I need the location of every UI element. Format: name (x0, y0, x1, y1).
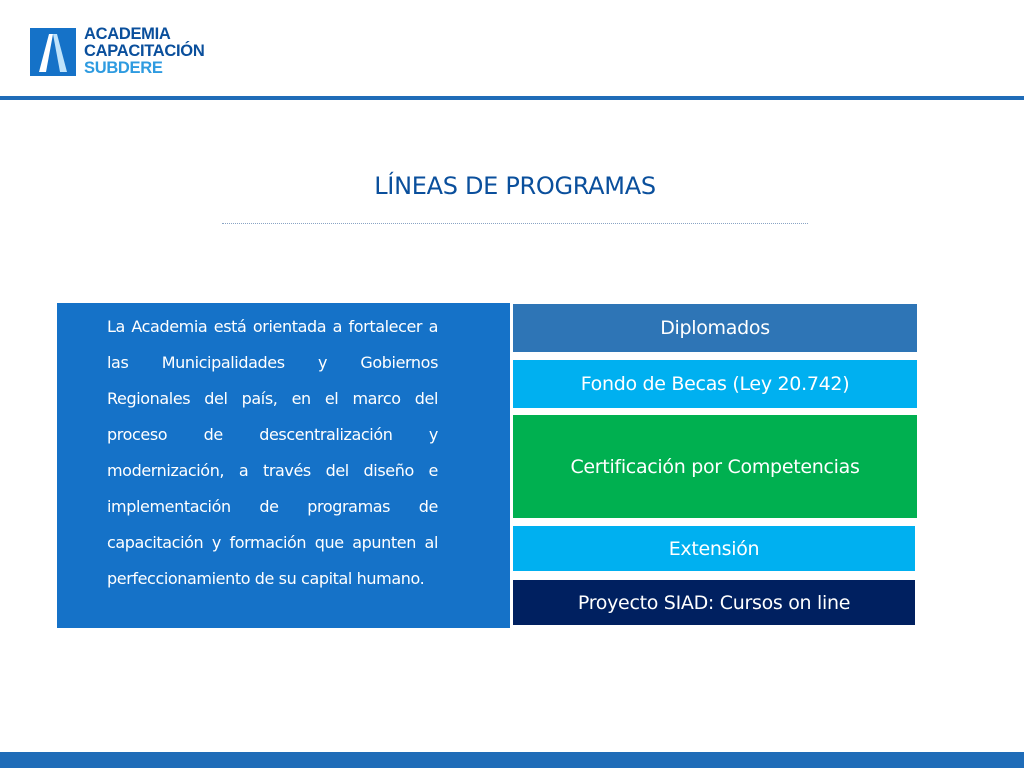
logo-line-capacitacion: CAPACITACIÓN (84, 42, 205, 60)
header-divider (0, 96, 1024, 100)
program-proyecto-siad: Proyecto SIAD: Cursos on line (513, 580, 915, 625)
logo-wordmark (84, 26, 204, 77)
title-divider (222, 223, 808, 224)
header (0, 0, 1024, 97)
logo-line-academia: ACADEMIA (84, 25, 171, 43)
program-certificacion: Certificación por Competencias (513, 415, 917, 518)
page-title: LÍNEAS DE PROGRAMAS (374, 172, 656, 200)
academia-logo-icon (30, 28, 76, 76)
program-extension: Extensión (513, 526, 915, 571)
program-diplomados: Diplomados (513, 304, 917, 352)
logo-line-subdere: SUBDERE (84, 59, 163, 77)
description-text: La Academia está orientada a fortalecer a las Municipalidades y Gobiernos Regionales del país, en el marco del proceso de descentralización y modernización, a través del diseño e implementación de programas de capacitación y formación que apunten al perfeccionamiento de su capital humano. (107, 317, 438, 588)
description-panel (57, 303, 510, 628)
program-fondo-de-becas: Fondo de Becas (Ley 20.742) (513, 360, 917, 408)
footer-bar (0, 752, 1024, 768)
